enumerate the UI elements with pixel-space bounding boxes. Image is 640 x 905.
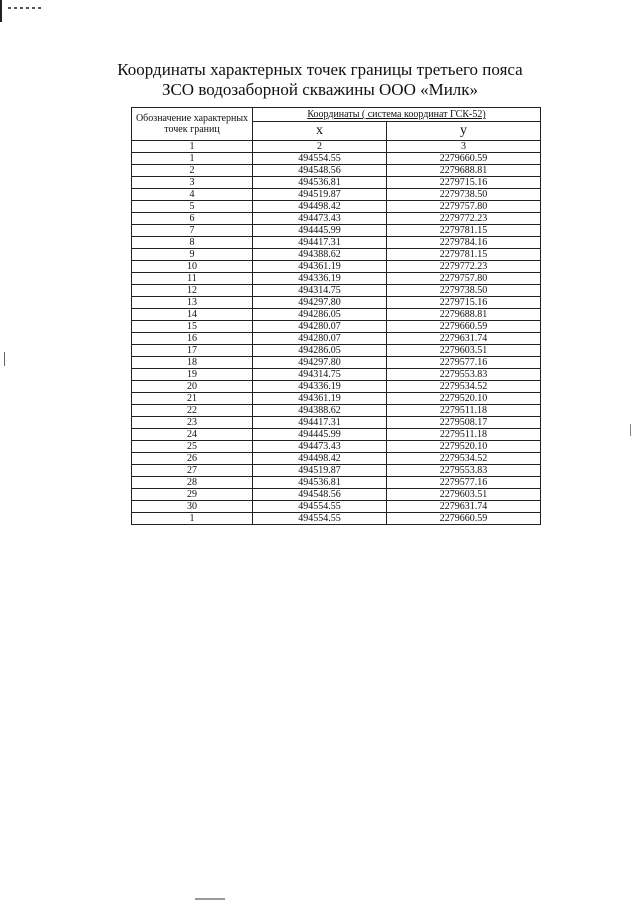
scan-artifact-mark: [0, 0, 2, 22]
table-row: [132, 321, 541, 333]
point-number-cell: 1: [132, 513, 253, 525]
x-coordinate-cell: 494519.87: [253, 465, 387, 477]
table-row: [132, 285, 541, 297]
y-coordinate-cell: 2279784.16: [387, 237, 541, 249]
header-designation: Обозначение характерных точек границ: [132, 108, 253, 141]
point-number-cell: 2: [132, 165, 253, 177]
table-row: [132, 429, 541, 441]
point-number-cell: 23: [132, 417, 253, 429]
point-number-cell: 1: [132, 153, 253, 165]
point-number-cell: 24: [132, 429, 253, 441]
x-coordinate-cell: 494297.80: [253, 357, 387, 369]
table-row: [132, 237, 541, 249]
y-coordinate-cell: 2279511.18: [387, 405, 541, 417]
header-x: x: [253, 122, 387, 141]
table-row: [132, 309, 541, 321]
table-row: [132, 249, 541, 261]
table-row: [132, 381, 541, 393]
table-row: [132, 213, 541, 225]
point-number-cell: 6: [132, 213, 253, 225]
y-coordinate-cell: 2279534.52: [387, 453, 541, 465]
point-number-cell: 15: [132, 321, 253, 333]
y-coordinate-cell: 2279781.15: [387, 225, 541, 237]
x-coordinate-cell: 494388.62: [253, 249, 387, 261]
y-coordinate-cell: 2279577.16: [387, 477, 541, 489]
table-row: [132, 501, 541, 513]
table-row: [132, 153, 541, 165]
point-number-cell: 12: [132, 285, 253, 297]
table-row: [132, 477, 541, 489]
y-coordinate-cell: 2279631.74: [387, 501, 541, 513]
x-coordinate-cell: 494473.43: [253, 441, 387, 453]
y-coordinate-cell: 2279715.16: [387, 177, 541, 189]
y-coordinate-cell: 2279772.23: [387, 261, 541, 273]
point-number-cell: 18: [132, 357, 253, 369]
y-coordinate-cell: 2279781.15: [387, 249, 541, 261]
point-number-cell: 17: [132, 345, 253, 357]
scan-artifact-mark: [195, 898, 225, 900]
coordinates-table: [131, 107, 541, 525]
x-coordinate-cell: 494519.87: [253, 189, 387, 201]
point-number-cell: 14: [132, 309, 253, 321]
point-number-cell: 7: [132, 225, 253, 237]
y-coordinate-cell: 2279534.52: [387, 381, 541, 393]
y-coordinate-cell: 2279757.80: [387, 201, 541, 213]
x-coordinate-cell: 494417.31: [253, 237, 387, 249]
point-number-cell: 20: [132, 381, 253, 393]
scan-artifact-mark: [8, 7, 44, 9]
table-row: [132, 489, 541, 501]
x-coordinate-cell: 494536.81: [253, 177, 387, 189]
document-title: [0, 60, 640, 100]
x-coordinate-cell: 494361.19: [253, 261, 387, 273]
y-coordinate-cell: 2279772.23: [387, 213, 541, 225]
point-number-cell: 16: [132, 333, 253, 345]
table-row: [132, 453, 541, 465]
x-coordinate-cell: 494536.81: [253, 477, 387, 489]
x-coordinate-cell: 494445.99: [253, 429, 387, 441]
table-row: [132, 261, 541, 273]
x-coordinate-cell: 494548.56: [253, 165, 387, 177]
point-number-cell: 19: [132, 369, 253, 381]
y-coordinate-cell: 2279715.16: [387, 297, 541, 309]
y-coordinate-cell: 2279553.83: [387, 465, 541, 477]
table-row: [132, 465, 541, 477]
table-row: [132, 393, 541, 405]
x-coordinate-cell: 494554.55: [253, 513, 387, 525]
point-number-cell: 27: [132, 465, 253, 477]
column-number: 1: [132, 141, 253, 153]
point-number-cell: 5: [132, 201, 253, 213]
y-coordinate-cell: 2279738.50: [387, 189, 541, 201]
y-coordinate-cell: 2279688.81: [387, 309, 541, 321]
y-coordinate-cell: 2279508.17: [387, 417, 541, 429]
table-row: [132, 405, 541, 417]
x-coordinate-cell: 494388.62: [253, 405, 387, 417]
title-line-1: Координаты характерных точек границы третьего пояса: [117, 60, 523, 79]
x-coordinate-cell: 494417.31: [253, 417, 387, 429]
header-coordinates: Координаты ( система координат ГСК-52): [253, 108, 541, 122]
point-number-cell: 3: [132, 177, 253, 189]
table-row: [132, 297, 541, 309]
point-number-cell: 22: [132, 405, 253, 417]
y-coordinate-cell: 2279520.10: [387, 441, 541, 453]
y-coordinate-cell: 2279603.51: [387, 489, 541, 501]
title-line-2: ЗСО водозаборной скважины ООО «Милк»: [161, 80, 479, 99]
x-coordinate-cell: 494473.43: [253, 213, 387, 225]
y-coordinate-cell: 2279603.51: [387, 345, 541, 357]
scan-artifact-mark: [630, 424, 631, 436]
point-number-cell: 10: [132, 261, 253, 273]
x-coordinate-cell: 494336.19: [253, 381, 387, 393]
y-coordinate-cell: 2279511.18: [387, 429, 541, 441]
table-row: [132, 357, 541, 369]
table-body: [132, 153, 541, 525]
x-coordinate-cell: 494280.07: [253, 333, 387, 345]
scan-artifact-mark: [4, 352, 5, 366]
x-coordinate-cell: 494554.55: [253, 501, 387, 513]
y-coordinate-cell: 2279520.10: [387, 393, 541, 405]
x-coordinate-cell: 494286.05: [253, 309, 387, 321]
point-number-cell: 30: [132, 501, 253, 513]
point-number-cell: 11: [132, 273, 253, 285]
table-row: [132, 417, 541, 429]
table-row: [132, 441, 541, 453]
point-number-cell: 29: [132, 489, 253, 501]
x-coordinate-cell: 494336.19: [253, 273, 387, 285]
x-coordinate-cell: 494314.75: [253, 285, 387, 297]
table-row: [132, 345, 541, 357]
x-coordinate-cell: 494445.99: [253, 225, 387, 237]
x-coordinate-cell: 494361.19: [253, 393, 387, 405]
y-coordinate-cell: 2279660.59: [387, 153, 541, 165]
table-row: [132, 513, 541, 525]
x-coordinate-cell: 494314.75: [253, 369, 387, 381]
x-coordinate-cell: 494498.42: [253, 201, 387, 213]
table-row: [132, 165, 541, 177]
x-coordinate-cell: 494548.56: [253, 489, 387, 501]
table-row: [132, 225, 541, 237]
x-coordinate-cell: 494498.42: [253, 453, 387, 465]
point-number-cell: 26: [132, 453, 253, 465]
y-coordinate-cell: 2279660.59: [387, 513, 541, 525]
column-number: 2: [253, 141, 387, 153]
header-y: y: [387, 122, 541, 141]
column-number: 3: [387, 141, 541, 153]
point-number-cell: 21: [132, 393, 253, 405]
point-number-cell: 4: [132, 189, 253, 201]
table-row: [132, 369, 541, 381]
y-coordinate-cell: 2279688.81: [387, 165, 541, 177]
point-number-cell: 25: [132, 441, 253, 453]
y-coordinate-cell: 2279738.50: [387, 285, 541, 297]
table-row: [132, 189, 541, 201]
table-row: [132, 201, 541, 213]
x-coordinate-cell: 494554.55: [253, 153, 387, 165]
x-coordinate-cell: 494297.80: [253, 297, 387, 309]
y-coordinate-cell: 2279577.16: [387, 357, 541, 369]
x-coordinate-cell: 494286.05: [253, 345, 387, 357]
y-coordinate-cell: 2279553.83: [387, 369, 541, 381]
table-row: [132, 273, 541, 285]
point-number-cell: 9: [132, 249, 253, 261]
table-row: [132, 177, 541, 189]
y-coordinate-cell: 2279631.74: [387, 333, 541, 345]
table-row: [132, 333, 541, 345]
point-number-cell: 28: [132, 477, 253, 489]
x-coordinate-cell: 494280.07: [253, 321, 387, 333]
y-coordinate-cell: 2279660.59: [387, 321, 541, 333]
point-number-cell: 13: [132, 297, 253, 309]
y-coordinate-cell: 2279757.80: [387, 273, 541, 285]
point-number-cell: 8: [132, 237, 253, 249]
